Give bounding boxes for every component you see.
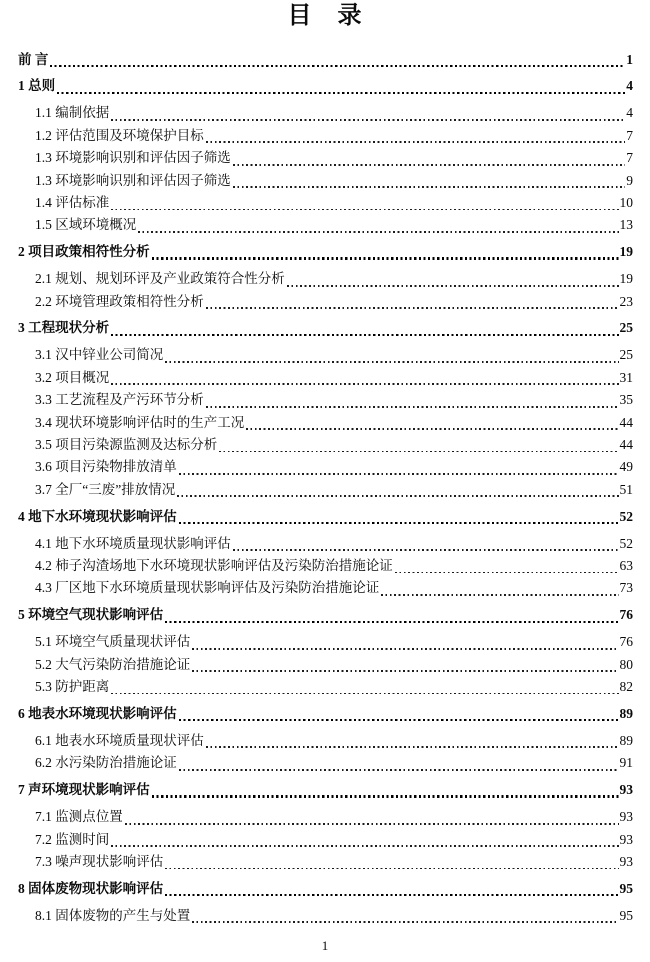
toc-entry-page: 9 <box>626 172 633 188</box>
toc-entry-label: 3 工程现状分析 <box>18 320 110 336</box>
leader-dots <box>111 693 618 695</box>
leader-dots <box>138 231 618 233</box>
toc-entry-page: 44 <box>619 437 633 452</box>
toc-entry-page: 93 <box>619 782 633 798</box>
toc-entry[interactable] <box>18 170 633 192</box>
leader-dots <box>233 164 626 166</box>
toc-entry[interactable] <box>18 506 633 528</box>
toc-entry[interactable] <box>18 851 633 873</box>
toc-entry-label: 6.2 水污染防治措施论证 <box>35 755 177 771</box>
leader-dots <box>152 257 619 259</box>
leader-dots <box>111 209 618 211</box>
toc-entry-label: 7.2 监测时间 <box>35 831 110 847</box>
leader-dots <box>111 383 618 385</box>
leader-dots <box>179 719 619 721</box>
toc-entry-page: 52 <box>619 535 633 551</box>
toc-entry-page: 31 <box>619 369 633 385</box>
toc-entry-label: 1.3 环境影响识别和评估因子筛选 <box>35 150 231 166</box>
toc-entry-page: 19 <box>619 271 633 287</box>
toc-entry-label: 7.1 监测点位置 <box>35 809 123 825</box>
toc-entry-label: 5.2 大气污染防治措施论证 <box>35 656 191 672</box>
toc-entry[interactable] <box>18 125 633 147</box>
toc-entry-label: 1.5 区域环境概况 <box>35 217 137 233</box>
toc-entry-label: 7 声环境现状影响评估 <box>18 782 150 798</box>
toc-entry[interactable] <box>18 676 633 698</box>
page-footer <box>0 939 650 953</box>
toc-entry-label: 4.2 柿子沟渣场地下水环境现状影响评估及污染防治措施论证 <box>35 558 393 574</box>
toc-entry-label: 2.2 环境管理政策相符性分析 <box>35 293 204 309</box>
toc-entry[interactable] <box>18 779 633 801</box>
toc-entry-page: 76 <box>619 634 633 650</box>
toc-entry[interactable] <box>18 102 633 124</box>
toc-entry-label: 7.3 噪声现状影响评估 <box>35 853 164 869</box>
toc-entry-label: 2 项目政策相符性分析 <box>18 244 150 260</box>
toc-entry-page: 49 <box>619 459 633 475</box>
toc-entry-label: 6.1 地表水环境质量现状评估 <box>35 732 204 748</box>
leader-dots <box>179 522 619 524</box>
toc-entry[interactable] <box>18 214 633 236</box>
toc-entry-label: 3.4 现状环境影响评估时的生产工况 <box>35 414 245 430</box>
leader-dots <box>206 307 619 309</box>
toc-entry-label: 8 固体废物现状影响评估 <box>18 880 164 896</box>
toc-entry[interactable] <box>18 752 633 774</box>
toc-entry-label: 8.1 固体废物的产生与处置 <box>35 907 191 923</box>
toc-entry-page: 1 <box>626 51 633 67</box>
toc-entry-page: 4 <box>626 105 633 121</box>
toc-entry-page: 63 <box>619 558 633 574</box>
toc-entry[interactable] <box>18 577 633 599</box>
leader-dots <box>57 92 625 94</box>
leader-dots <box>179 769 619 771</box>
toc-entry-page: 7 <box>626 150 633 166</box>
toc-entry-page: 7 <box>626 127 633 143</box>
leader-dots <box>165 868 618 870</box>
leader-dots <box>179 473 619 475</box>
toc-entry-page: 10 <box>619 194 633 210</box>
toc-entry[interactable] <box>18 878 633 900</box>
toc-entry[interactable] <box>18 317 633 339</box>
leader-dots <box>152 795 619 797</box>
toc-entry-label: 3.6 项目污染物排放清单 <box>35 459 177 475</box>
toc-entry-page: 93 <box>619 809 633 825</box>
toc-entry[interactable] <box>18 241 633 263</box>
leader-dots <box>219 451 618 453</box>
toc-entry-label: 4.1 地下水环境质量现状影响评估 <box>35 535 231 551</box>
leader-dots <box>111 845 618 847</box>
toc-entry[interactable] <box>18 412 633 434</box>
toc-entry[interactable] <box>18 730 633 752</box>
toc-entry[interactable] <box>18 654 633 676</box>
leader-dots <box>192 670 618 672</box>
toc-entry-label: 前 言 <box>18 51 49 67</box>
toc-entry-page: 73 <box>619 580 633 596</box>
toc-entry-label: 1.3 环境影响识别和评估因子筛选 <box>35 172 231 188</box>
toc-entry-page: 13 <box>619 217 633 233</box>
leader-dots <box>192 648 618 650</box>
toc-entry-label: 6 地表水环境现状影响评估 <box>18 705 177 721</box>
toc-entry[interactable] <box>18 367 633 389</box>
page-title: 目 录 <box>287 3 363 29</box>
toc-entry-label: 5.1 环境空气质量现状评估 <box>35 634 191 650</box>
toc-entry[interactable] <box>18 389 633 411</box>
toc-entry-page: 89 <box>619 705 633 721</box>
toc-entry-label: 3.7 全厂“三废”排放情况 <box>35 481 176 497</box>
toc-entry[interactable] <box>18 905 633 927</box>
table-of-contents <box>0 31 650 927</box>
toc-entry-page: 91 <box>619 755 633 771</box>
toc-entry-label: 3.2 项目概况 <box>35 369 110 385</box>
leader-dots <box>206 406 619 408</box>
toc-entry-page: 19 <box>619 244 633 260</box>
toc-entry-label: 1.1 编制依据 <box>35 105 110 121</box>
toc-entry-page: 93 <box>619 831 633 847</box>
toc-entry-page: 44 <box>619 414 633 430</box>
leader-dots <box>206 746 619 748</box>
toc-entry[interactable] <box>18 829 633 851</box>
toc-entry-page: 25 <box>619 347 633 363</box>
toc-entry-page: 35 <box>619 392 633 408</box>
leader-dots <box>287 285 619 287</box>
leader-dots <box>165 894 618 896</box>
leader-dots <box>50 65 625 67</box>
toc-entry-page: 25 <box>619 320 633 336</box>
toc-entry[interactable] <box>18 604 633 626</box>
leader-dots <box>125 823 619 825</box>
leader-dots <box>395 572 619 574</box>
toc-entry[interactable] <box>18 456 633 478</box>
toc-entry[interactable] <box>18 49 633 71</box>
toc-entry-page: 80 <box>619 656 633 672</box>
leader-dots <box>165 361 618 363</box>
toc-entry-page: 52 <box>619 508 633 524</box>
toc-entry[interactable] <box>18 434 633 456</box>
toc-entry-label: 3.1 汉中锌业公司简况 <box>35 347 164 363</box>
toc-entry-page: 95 <box>619 880 633 896</box>
leader-dots <box>177 495 618 497</box>
toc-entry[interactable] <box>18 344 633 366</box>
toc-entry-label: 1 总则 <box>18 78 56 94</box>
toc-entry[interactable] <box>18 533 633 555</box>
toc-entry-label: 3.3 工艺流程及产污环节分析 <box>35 392 204 408</box>
leader-dots <box>233 549 619 551</box>
toc-entry-label: 5 环境空气现状影响评估 <box>18 607 164 623</box>
toc-entry-page: 89 <box>619 732 633 748</box>
footer-page-number: 1 <box>321 938 329 953</box>
toc-entry[interactable] <box>18 291 633 313</box>
toc-entry-page: 51 <box>619 481 633 497</box>
toc-entry[interactable] <box>18 147 633 169</box>
toc-entry[interactable] <box>18 479 633 501</box>
toc-entry-page: 95 <box>619 907 633 923</box>
leader-dots <box>111 119 625 121</box>
toc-entry-page: 23 <box>619 293 633 309</box>
leader-dots <box>246 428 618 430</box>
leader-dots <box>192 921 618 923</box>
toc-entry-page: 76 <box>619 607 633 623</box>
leader-dots <box>206 141 626 143</box>
toc-entry[interactable] <box>18 268 633 290</box>
toc-entry-label: 4.3 厂区地下水环境质量现状影响评估及污染防治措施论证 <box>35 580 380 596</box>
toc-entry-label: 3.5 项目污染源监测及达标分析 <box>35 437 218 452</box>
toc-entry[interactable] <box>18 703 633 725</box>
leader-dots <box>233 186 626 188</box>
leader-dots <box>111 334 618 336</box>
toc-entry-label: 1.4 评估标准 <box>35 194 110 210</box>
toc-entry[interactable] <box>18 192 633 214</box>
toc-entry-page: 93 <box>619 853 633 869</box>
toc-entry[interactable] <box>18 555 633 577</box>
toc-entry-label: 5.3 防护距离 <box>35 679 110 695</box>
leader-dots <box>165 621 618 623</box>
leader-dots <box>381 594 618 596</box>
toc-entry-label: 1.2 评估范围及环境保护目标 <box>35 127 204 143</box>
toc-entry-label: 2.1 规划、规划环评及产业政策符合性分析 <box>35 271 285 287</box>
toc-entry[interactable] <box>18 75 633 97</box>
toc-entry[interactable] <box>18 631 633 653</box>
toc-entry-label: 4 地下水环境现状影响评估 <box>18 508 177 524</box>
toc-entry[interactable] <box>18 806 633 828</box>
toc-entry-page: 82 <box>619 679 633 695</box>
toc-entry-page: 4 <box>626 78 633 94</box>
